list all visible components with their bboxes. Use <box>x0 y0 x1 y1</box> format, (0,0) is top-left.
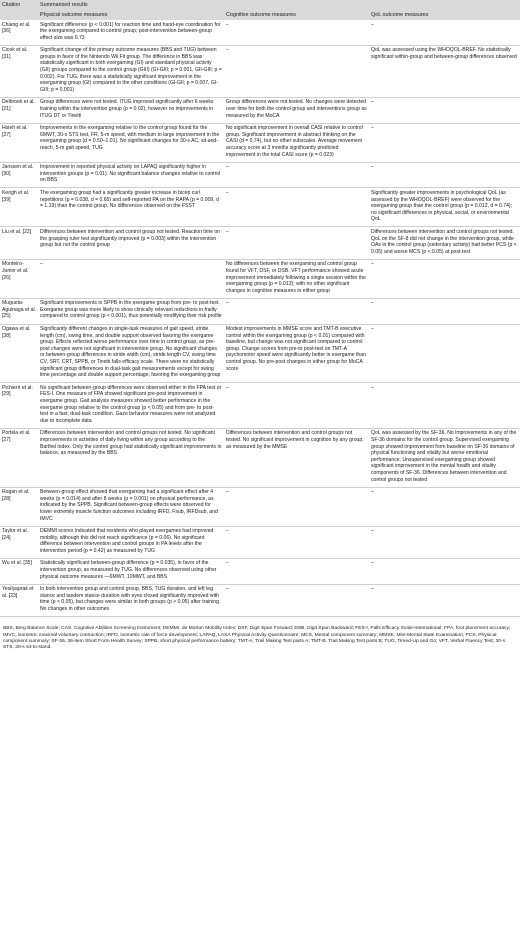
qol-cell: QoL was assessed by the SF-36. No improvements in any of the SF-36 domains for the control group. Supervised exergaming group showed improvement from baseline on SF-36 domains of physical functioning and vitality but worse emotional performance. Unsupervised exergaming group showed significant improvement in the mental health and vitality components of SF-36. Differences between intervention and control groups not tested <box>369 428 520 487</box>
physical-cell: Between-group effect showed that exergaming had a significant effect after 4 weeks (p = 0.014) and after 8 weeks (p = 0.001) on physical performance, as indicated by the SPPB. Significant between-group effects were observed for lower extremity muscle function outcomes including IRFD, Fsub, IRFDsub, and IMVC <box>38 487 224 526</box>
table-footnote: BBS, Berg Balance Scale; CAS, Cognitive Abilities Screening Instrument; DEMMI, de Morton Mobility Index; DSF, Digit Span Forward; DSB, Digit Span Backward; FES-I, Falls Efficacy Scale-International; FPA, foot placement accuracy; IMVC, isometric maximal voluntary contraction; IRFD, isometric rate of force development; LAPAQ, LASA Physical Activity Questionnaire; MCS, Mental component summary; MMSE, Mini-Mental State Examination; PCS, Physical component summary; SF-36, 36-item Short Form Health Survey; SPPB, short physical performance battery; TMT-A, Trail Making Test parts A; TMT-B, Trail Making Test parts B; TUG, Timed-Up and Go; VFT, Verbal Fluency Test; 30-s STS, 30-s sit-to-stand. <box>3 626 511 651</box>
qol-cell: Significantly greater improvements in psychological QoL (as assessed by the WHOQOL-BREF) were observed for the exergaming group than the control group (p = 0.012, d = 0.74); no significant differences in physical, social, or environmental QoL <box>369 188 520 227</box>
table-row <box>0 20 520 45</box>
qol-cell: – <box>369 487 520 526</box>
physical-cell: Statistically significant between-group difference (p = 0.035), in favor of the intervention group, as measured by TUG. No differences observed using other physical outcome measures —6MWT, 10MWT, and BBS <box>38 558 224 584</box>
physical-cell: No significant between-group differences were observed either in the FPA test or FES-I. One measure of FPA showed significant pre-post improvement in exergame group. Gait analysis measures showed better performance in the exergame group relative to the control group (p < 0.05) and from pre- to post-test in a fast, dual-task condition. Gaze behavior measures were not analyzed due to incomplete data <box>38 383 224 429</box>
citation-cell: Taylor et al. [24] <box>0 526 38 558</box>
table-row <box>0 188 520 227</box>
physical-cell: Improvements in the exergaming relative to the control group found for the 6MWT, 30-s STS test, FR, 5-m speed, with medium to large improvement in the exergaming group (d = 0.50–1.01). No significant changes for 30-s AC, sit-and-reach, 5-m gait speed, TUG <box>38 123 224 162</box>
citation-cell: Yesilyaprak et al. [23] <box>0 584 38 616</box>
table-row <box>0 526 520 558</box>
qol-cell: – <box>369 558 520 584</box>
citation-cell: Pichierri et al. [29] <box>0 383 38 429</box>
qol-cell: – <box>369 526 520 558</box>
table-row <box>0 162 520 188</box>
cognitive-cell: Group differences were not tested. No changes were detected over time for both the control group and interventions group as measured by the MoCA <box>224 97 369 123</box>
qol-cell: – <box>369 20 520 45</box>
cognitive-cell: – <box>224 558 369 584</box>
cognitive-cell: – <box>224 227 369 259</box>
qol-cell: – <box>369 298 520 324</box>
cognitive-cell: No differences between the exergaming and control group found for VFT, DSF, or DSB. VFT performance showed acute improvement immediately following a single session within the exergaming group (p = 0.013); with no other significant changes in cognitive measures in either group <box>224 259 369 298</box>
citation-header: Citation <box>2 2 21 8</box>
table-row <box>0 558 520 584</box>
physical-cell: Group differences were not tested. ITUG improved significantly after 6 weeks training within the intervention group (p = 0.02), however no improvements in ITUG DT or Tinetti <box>38 97 224 123</box>
citation-cell: Hsieh et al. [37] <box>0 123 38 162</box>
citation-cell: Cicek et al. [31] <box>0 45 38 97</box>
qol-cell: – <box>369 123 520 162</box>
cognitive-cell: – <box>224 20 369 45</box>
citation-cell: Ogawa et al. [38] <box>0 324 38 383</box>
cognitive-cell: – <box>224 526 369 558</box>
qol-cell: – <box>369 584 520 616</box>
table-row <box>0 123 520 162</box>
physical-header: Physical outcome measures <box>40 12 108 18</box>
table-row <box>0 584 520 616</box>
qol-cell: Differences between intervention and control groups not tested. QoL on the SF-8 did not change in the intervention group, while OAs in the control group (sedentary activity) had better PCS (p < 0.05) and worse MCS (p < 0.05) at post-test <box>369 227 520 259</box>
physical-cell: Differences between intervention and control groups not tested. No significant improvements in activities of daily living within any group according to the Barthel index. Only the control group had statistically significant improvements in balance, as measured by the BBS <box>38 428 224 487</box>
citation-cell: Portela et al. [27] <box>0 428 38 487</box>
table-row <box>0 97 520 123</box>
cognitive-cell: Modest improvements in MMSE score and TMT-B executive control within the exergaming group (p < 0.01) compared with baseline, but change was not significant compared to control group. Change scores from pre-to post-test on TMT-A psychomotor speed were significantly better in exergame than control group. No pre-post changes in either group for MoCA score <box>224 324 369 383</box>
physical-cell: In both intervention group and control group, BBS, TUG duration, and left leg stance and tandem stance duration with eyes closed significantly improved with time (p < 0.05), but changes were similar in both groups (p > 0.05) after training. No changes in other outcomes <box>38 584 224 616</box>
empty-header <box>0 10 38 20</box>
qol-cell: – <box>369 162 520 188</box>
table-row <box>0 324 520 383</box>
cognitive-cell: Differences between intervention and control groups not tested. No significant improvement in cognition by any group, as measured by the MMSE <box>224 428 369 487</box>
physical-cell: DEMMI scores indicated that residents who played exergames had improved mobility, although this did not reach significance (p = 0.06). No significant difference between intervention and control groups in PA levels after the intervention period (p = 0.42) as measured by TUG <box>38 526 224 558</box>
cognitive-cell: – <box>224 162 369 188</box>
physical-cell: Improvement in reported physical activity on LAPAQ significantly higher in intervention groups (p = 0.01). No significant balance changes relative to control on BBS <box>38 162 224 188</box>
table-row <box>0 383 520 429</box>
cognitive-cell: – <box>224 188 369 227</box>
table-row <box>0 259 520 298</box>
cognitive-cell: – <box>224 298 369 324</box>
citation-cell: Monteiro-Junior et al. [26] <box>0 259 38 298</box>
qol-cell: QoL was assessed using the WHOQOL-BREF. No statistically significant within-group and between-group differences observed <box>369 45 520 97</box>
cognitive-cell: – <box>224 584 369 616</box>
physical-cell: The exergaming group had a significantly greater increase in bicep curl repetitions (p = 0.038, d = 0.65) and self-reported PA on the RAPA (p = 0.009, d = 1.19) than the control group. No differences observed on the FSST <box>38 188 224 227</box>
table-row <box>0 428 520 487</box>
table-row <box>0 45 520 97</box>
qol-cell: – <box>369 324 520 383</box>
physical-cell: Differences between intervention and control group not tested. Reaction time on the grasping ruler test significantly improved (p = 0.003) within the intervention group but not the control group <box>38 227 224 259</box>
citation-cell: Wu et al. [35] <box>0 558 38 584</box>
cognitive-cell: No significant improvement in overall CASI relative to control group. Significant improvement in abstract thinking on the CASI (d = 0.74), but no other subscales. Average movement accuracy score at 3 months significantly predicted improvement in the total CASI score (p = 0.023) <box>224 123 369 162</box>
cognitive-cell: – <box>224 45 369 97</box>
qol-cell: – <box>369 97 520 123</box>
table-body <box>0 20 520 617</box>
citation-cell: Janssen et al. [30] <box>0 162 38 188</box>
table-subheader-row <box>0 10 520 20</box>
physical-cell: – <box>38 259 224 298</box>
physical-cell: Significant difference (p < 0.001) for reaction time and hand-eye coordination for the exergaming compared to control group; post-intervention between-group effect size was 0.73 <box>38 20 224 45</box>
table-header-row <box>0 0 520 10</box>
citation-cell: Mugueta-Aguinaga et al. [25] <box>0 298 38 324</box>
physical-cell: Significant change of the primary outcome measures (BBS and TUG) between groups in favor of the Nintendo Wii Fit group. The difference in BBS was statistically significant in both exergaming (GI) and standard physical activity (GII) groups compared to the control group (GIII) (GI-GIII; p = 0.001, GII-GIII; p = 0.002). For TUG, there was a statistically significant improvement in the exergaming group (GI) compared to the other conditions (GI-GII; p = 0.007, GI-GIII; p = 0.001) <box>38 45 224 97</box>
table-row <box>0 227 520 259</box>
qol-cell: – <box>369 259 520 298</box>
qol-header: QoL outcome measures <box>371 12 429 18</box>
summarized-results-header: Summarized results <box>40 2 88 8</box>
cognitive-cell: – <box>224 487 369 526</box>
citation-cell: Delbroek et al. [21] <box>0 97 38 123</box>
table-row <box>0 298 520 324</box>
citation-cell: Rogan et al. [28] <box>0 487 38 526</box>
citation-cell: Keogh et al. [39] <box>0 188 38 227</box>
citation-cell: Chiang et al. [36] <box>0 20 38 45</box>
citation-cell: Liu et al. [22] <box>0 227 38 259</box>
cognitive-header: Cognitive outcome measures <box>226 12 296 18</box>
cognitive-cell: – <box>224 383 369 429</box>
qol-cell: – <box>369 383 520 429</box>
physical-cell: Significantly different changes in single-task measures of gait speed, stride length (cm), swing time, and double support observed favoring the exergame group. Effects reflected worse performance over time in control group, as pre-post changes were not significant in intervention group. No significant changes or between-group differences in stride width (cm), stride length CV, swing time CV, SRT, CRT, SPPB, or Tinetti falls efficacy scale. There were no statistically significant group differences in dual-task gait measurements except for swing time percentage and double support percentage, favoring the exergaming group <box>38 324 224 383</box>
physical-cell: Significant improvements in SPPB in the exergame group from pre- to post-test. Exergame group was more likely to show clinically relevant reductions in frailty compared to control group (p < 0.001), thus potentially modifying their risk profile <box>38 298 224 324</box>
table-row <box>0 487 520 526</box>
